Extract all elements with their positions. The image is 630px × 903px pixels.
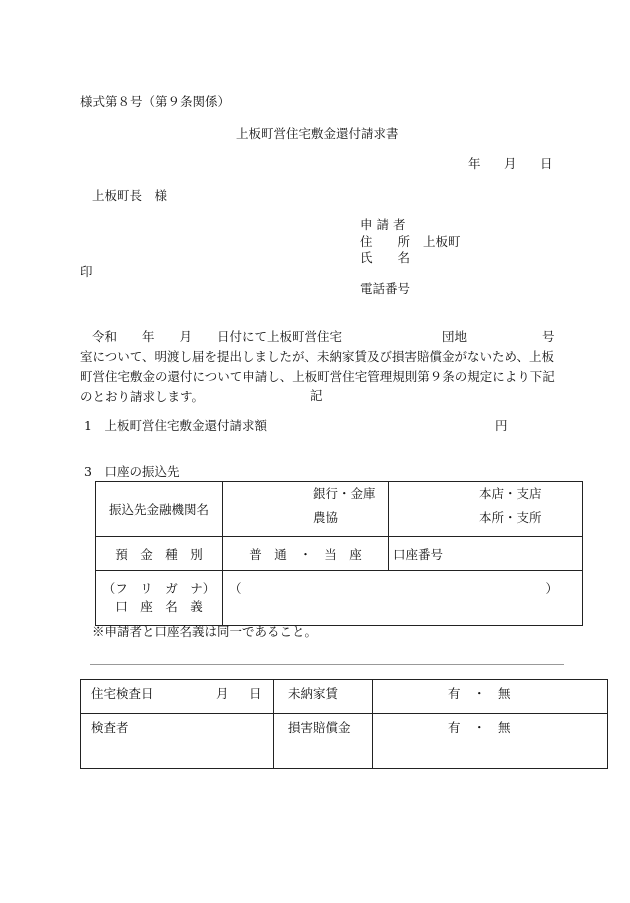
inspector-label: 検査者 [91,720,129,735]
institution-label-cell [96,482,223,537]
account-holder-label: 口 座 名 義 [115,599,203,614]
item3-label: 3 口座の振込先 [84,464,180,479]
unpaid-rent-value-cell [373,680,608,714]
account-holder-value-cell [223,571,583,626]
unpaid-rent-value: 有 ・ 無 [448,686,511,701]
branch-type-1: 本店・支店 [479,486,542,501]
inspector-cell [81,714,274,769]
inspection-day: 日 [249,686,262,701]
name-label: 氏 名 [360,250,411,265]
phone-label: 電話番号 [360,281,411,296]
date-month: 月 [504,156,517,171]
inspection-month: 月 [216,686,229,701]
form-number: 様式第８号（第９条関係） [80,94,231,109]
damages-value: 有 ・ 無 [448,720,511,735]
seal-mark: 印 [80,264,93,279]
unpaid-rent-label-cell [274,680,373,714]
bank-account-table [95,481,583,626]
document-title: 上板町営住宅敷金還付請求書 [236,126,399,141]
furigana-label: （フ リ ガ ナ） [102,581,216,596]
bank-type-2: 農協 [313,510,339,525]
deposit-type-value: 普 通 ・ 当 座 [249,546,362,562]
ki-heading: 記 [310,388,323,403]
deposit-type-label: 預 金 種 別 [115,546,203,562]
item1-label: 1 上板町営住宅敷金還付請求額 [84,418,267,433]
damages-label-cell [274,714,373,769]
bank-type-1: 銀行・金庫 [313,486,376,501]
inspection-date-cell [81,680,274,714]
bank-type-cell [223,482,389,537]
deposit-type-value-cell [223,537,389,571]
address-value: 上板町 [423,234,461,249]
date-day: 日 [540,156,553,171]
request-paragraph: 令和 年 月 日付にて上板町営住宅 団地 号室について、明渡し届を提出しましたが、未納家賃及び損害賠償金がないため、上板町営住宅敷金の還付について申請し、上板町営住宅管理規則第９条の規定により下記のとおり請求します。 [80,329,555,404]
addressee: 上板町長 様 [92,188,168,203]
applicant-label: 申 請 者 [360,217,406,232]
unpaid-rent-label: 未納家賃 [288,686,339,701]
inspection-table [80,679,608,769]
paren-open: （ [229,581,242,596]
branch-type-cell [389,482,583,537]
damages-label: 損害賠償金 [288,720,351,735]
item1-unit: 円 [495,418,508,433]
deposit-type-label-cell [96,537,223,571]
inspection-date-label: 住宅検査日 [91,686,154,701]
date-year: 年 [468,156,481,171]
account-holder-label-cell [96,571,223,626]
institution-label: 振込先金融機関名 [108,502,209,517]
account-number-label: 口座番号 [393,546,444,562]
damages-value-cell [373,714,608,769]
note-same-name: ※申請者と口座名義は同一であること。 [92,624,318,639]
branch-type-2: 本所・支所 [479,510,542,525]
paren-close: ） [545,581,558,596]
address-label: 住 所 [360,234,411,249]
divider-line [90,664,564,665]
account-number-cell [389,537,583,571]
